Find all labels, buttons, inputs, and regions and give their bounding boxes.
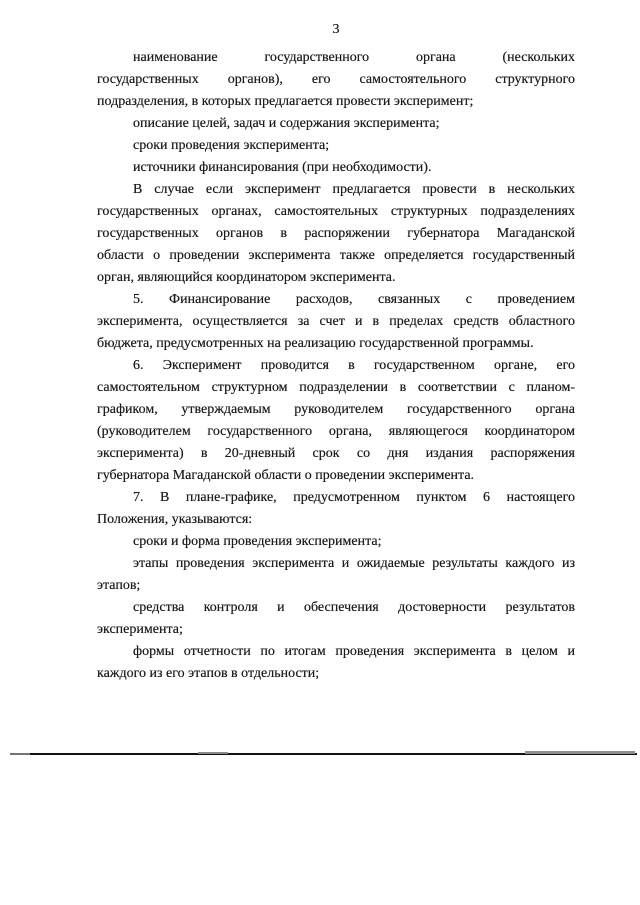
text-line: государственных органов в распоряжении губернатора Магаданской <box>97 226 575 241</box>
text-line: 5. Финансирование расходов, связанных с проведением <box>133 292 575 307</box>
page-number: 3 <box>332 22 340 37</box>
paragraph <box>97 157 575 179</box>
text-line: губернатора Магаданской области о проведении эксперимента. <box>97 468 475 483</box>
text-line: графиком, утверждаемым руководителем государственного органа <box>97 402 575 417</box>
text-line: 7. В плане-графике, предусмотренном пунктом 6 настоящего <box>133 490 575 505</box>
text-line: описание целей, задач и содержания эксперимента; <box>133 116 440 131</box>
paragraph <box>97 355 575 487</box>
divider-gray-segment <box>525 751 635 754</box>
text-line: государственных органов), его самостоятельного структурного <box>97 72 575 87</box>
text-line: этапы проведения эксперимента и ожидаемые результаты каждого из <box>133 556 575 571</box>
text-line: 6. Эксперимент проводится в государственном органе, его <box>133 358 575 373</box>
text-line: эксперимента; <box>97 622 183 637</box>
paragraph <box>97 487 575 531</box>
text-line: бюджета, предусмотренных на реализацию государственной программы. <box>97 336 534 351</box>
text-line: каждого из его этапов в отдельности; <box>97 666 320 681</box>
paragraph <box>97 135 575 157</box>
text-line: наименование государственного органа (нескольких <box>133 50 575 65</box>
text-line: области о проведении эксперимента также определяется государственный <box>97 248 575 263</box>
paragraph <box>97 641 575 685</box>
paragraph <box>97 597 575 641</box>
text-line: средства контроля и обеспечения достоверности результатов <box>133 600 575 615</box>
divider-gray-segment <box>10 753 30 755</box>
divider-gray-segment <box>198 752 228 754</box>
paragraph <box>97 289 575 355</box>
text-line: формы отчетности по итогам проведения эксперимента в целом и <box>133 644 575 659</box>
text-line: сроки проведения эксперимента; <box>133 138 330 153</box>
text-line: сроки и форма проведения эксперимента; <box>133 534 382 549</box>
text-line: этапов; <box>97 578 141 593</box>
text-line: эксперимента, осуществляется за счет и в пределах средств областного <box>97 314 575 329</box>
text-line: В случае если эксперимент предлагается провести в нескольких <box>133 182 575 197</box>
paragraph <box>97 113 575 135</box>
text-line: Положения, указываются: <box>97 512 253 527</box>
document-body <box>97 47 575 685</box>
text-line: орган, являющийся координатором эксперимента. <box>97 270 396 285</box>
text-line: эксперимента) в 20-дневный срок со дня издания распоряжения <box>97 446 575 461</box>
paragraph <box>97 47 575 113</box>
text-line: источники финансирования (при необходимости). <box>133 160 432 175</box>
text-line: (руководителем государственного органа, являющегося координатором <box>97 424 575 439</box>
text-line: подразделения, в которых предлагается провести эксперимент; <box>97 94 474 109</box>
paragraph <box>97 179 575 289</box>
paragraph <box>97 531 575 553</box>
paragraph <box>97 553 575 597</box>
horizontal-divider <box>10 753 637 755</box>
text-line: самостоятельном структурном подразделении в соответствии с планом- <box>97 380 575 395</box>
text-line: государственных органах, самостоятельных структурных подразделениях <box>97 204 575 219</box>
